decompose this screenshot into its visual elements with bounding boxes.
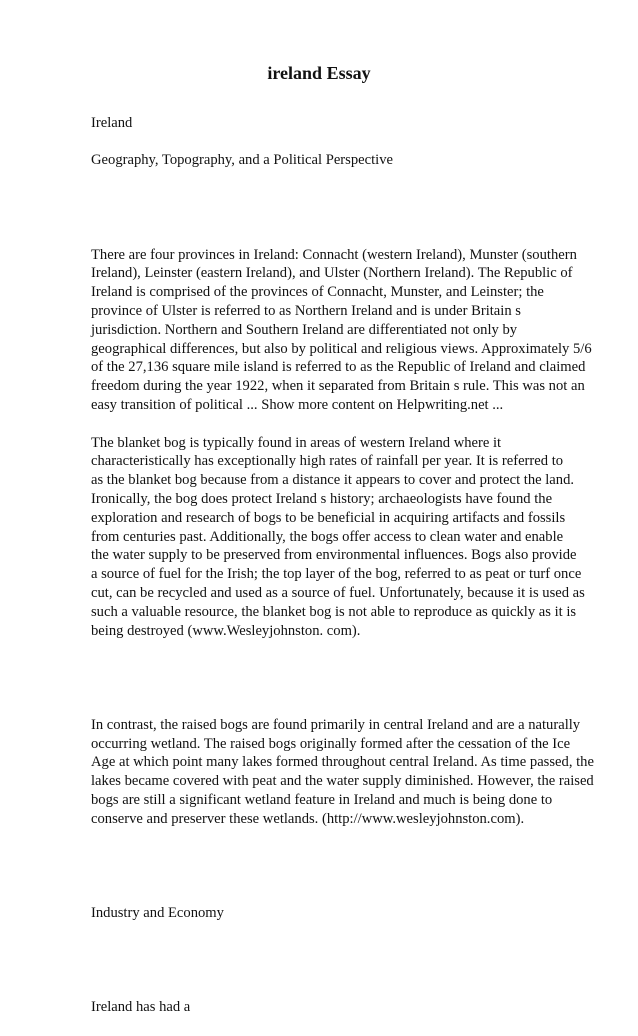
document-body xyxy=(91,95,601,1036)
paragraph-spacer xyxy=(91,659,601,678)
heading-line-2: Geography, Topography, and a Political Perspective xyxy=(91,152,393,169)
paragraph-spacer xyxy=(91,847,601,866)
paragraph-5: Ireland has had a xyxy=(91,999,191,1016)
paragraph-spacer xyxy=(91,189,601,208)
page-title: ireland Essay xyxy=(267,63,371,83)
paragraph-4: Industry and Economy xyxy=(91,904,224,921)
paragraph-1: There are four provinces in Ireland: Connacht (western Ireland), Munster (southern Ireland), Leinster (eastern Ireland), and Ulster (Northern Ireland). The Republic of Ireland is comprised of the provinces of Connacht, Munster, and Leinster; the province of Ulster is referred to as Northern Ireland and is under Britain s jurisdiction. Northern and Southern Ireland are differentiated not only by geographical differences, but also by political and religious views. Approximately 5/6 of the 27,136 square mile island is referred to as the Republic of Ireland and claimed freedom during the year 1922, when it separated from Britain s rule. This was not an easy transition of political ... Show more content on Helpwriting.net ... xyxy=(91,246,592,413)
paragraph-2: The blanket bog is typically found in areas of western Ireland where it characteristically has exceptionally high rates of rainfall per year. It is referred to as the blanket bog because from a distance it appears to cover and protect the land. Ironically, the bog does protect Ireland s history; archaeologists have found the exploration and research of bogs to be beneficial in acquiring artifacts and fossils from centuries past. Additionally, the bogs offer access to clean water and enable the water supply to be preserved from environmental influences. Bogs also provide a source of fuel for the Irish; the top layer of the bog, referred to as peat or turf once cut, can be recycled and used as a source of fuel. Unfortunately, because it is used as such a valuable resource, the blanket bog is not able to reproduce as quickly as it is being destroyed (www.Wesleyjohnston. com). xyxy=(91,434,585,639)
paragraph-3: In contrast, the raised bogs are found primarily in central Ireland and are a naturally occurring wetland. The raised bogs originally formed after the cessation of the Ice Age at which point many lakes formed throughout central Ireland. As time passed, the lakes became covered with peat and the water supply diminished. However, the raised bogs are still a significant wetland feature in Ireland and much is being done to conserve and preserver these wetlands. (http://www.wesleyjohnston.com). xyxy=(91,716,594,827)
heading-line-1: Ireland xyxy=(91,114,133,131)
paragraph-spacer xyxy=(91,941,601,960)
